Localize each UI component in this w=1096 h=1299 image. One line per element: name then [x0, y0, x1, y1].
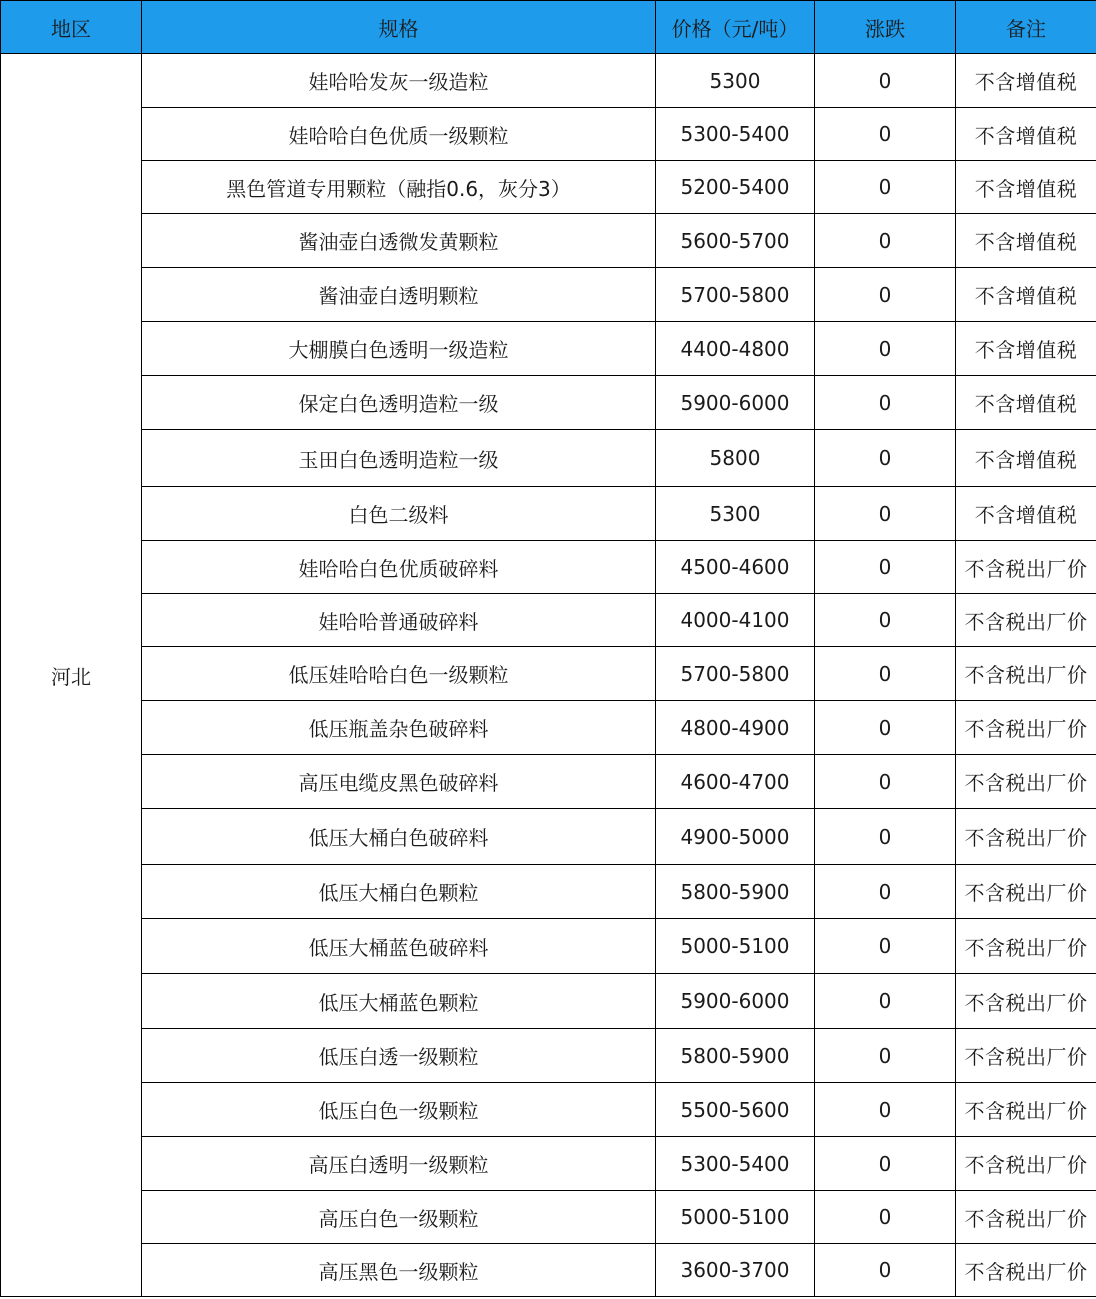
spec-cell: 低压瓶盖杂色破碎料: [142, 701, 656, 755]
change-cell: 0: [815, 322, 956, 376]
change-cell: 0: [815, 487, 956, 541]
note-cell: 不含增值税: [956, 161, 1096, 214]
table-row: [1, 214, 1096, 268]
table-row: [1, 108, 1096, 161]
price-cell: 5500-5600: [656, 1083, 815, 1137]
table-row: [1, 1191, 1096, 1244]
note-cell: 不含税出厂价: [956, 1191, 1096, 1244]
price-cell: 4500-4600: [656, 541, 815, 594]
note-cell: 不含税出厂价: [956, 647, 1096, 701]
table-row: [1, 541, 1096, 594]
note-cell: 不含税出厂价: [956, 701, 1096, 755]
header-spec: 规格: [142, 1, 656, 54]
spec-cell: 黑色管道专用颗粒（融指0.6，灰分3）: [142, 161, 656, 214]
note-cell: 不含增值税: [956, 54, 1096, 108]
note-cell: 不含税出厂价: [956, 1244, 1096, 1297]
table-row: [1, 809, 1096, 865]
change-cell: 0: [815, 755, 956, 809]
change-cell: 0: [815, 161, 956, 214]
note-cell: 不含税出厂价: [956, 594, 1096, 647]
price-cell: 3600-3700: [656, 1244, 815, 1297]
table-row: [1, 54, 1096, 108]
change-cell: 0: [815, 865, 956, 919]
price-cell: 5000-5100: [656, 1191, 815, 1244]
table-row: [1, 919, 1096, 974]
change-cell: 0: [815, 647, 956, 701]
spec-cell: 酱油壶白透明颗粒: [142, 268, 656, 322]
table-row: [1, 322, 1096, 376]
note-cell: 不含税出厂价: [956, 1137, 1096, 1191]
spec-cell: 高压黑色一级颗粒: [142, 1244, 656, 1297]
price-cell: 5300-5400: [656, 1137, 815, 1191]
table-row: [1, 1244, 1096, 1297]
spec-cell: 保定白色透明造粒一级: [142, 376, 656, 430]
table-row: [1, 701, 1096, 755]
table-row: [1, 865, 1096, 919]
change-cell: 0: [815, 1083, 956, 1137]
change-cell: 0: [815, 1137, 956, 1191]
note-cell: 不含税出厂价: [956, 865, 1096, 919]
change-cell: 0: [815, 54, 956, 108]
price-cell: 5900-6000: [656, 974, 815, 1029]
table-row: [1, 755, 1096, 809]
price-cell: 4600-4700: [656, 755, 815, 809]
price-cell: 5700-5800: [656, 268, 815, 322]
change-cell: 0: [815, 701, 956, 755]
price-cell: 4000-4100: [656, 594, 815, 647]
note-cell: 不含税出厂价: [956, 1029, 1096, 1083]
change-cell: 0: [815, 108, 956, 161]
table-row: [1, 268, 1096, 322]
note-cell: 不含增值税: [956, 322, 1096, 376]
table-row: [1, 594, 1096, 647]
spec-cell: 高压白透明一级颗粒: [142, 1137, 656, 1191]
price-cell: 5800: [656, 430, 815, 487]
change-cell: 0: [815, 376, 956, 430]
spec-cell: 低压娃哈哈白色一级颗粒: [142, 647, 656, 701]
table-row: [1, 376, 1096, 430]
table-row: [1, 1083, 1096, 1137]
change-cell: 0: [815, 1029, 956, 1083]
price-cell: 5900-6000: [656, 376, 815, 430]
spec-cell: 玉田白色透明造粒一级: [142, 430, 656, 487]
header-change: 涨跌: [815, 1, 956, 54]
table-row: [1, 161, 1096, 214]
spec-cell: 白色二级料: [142, 487, 656, 541]
price-cell: 5800-5900: [656, 865, 815, 919]
note-cell: 不含税出厂价: [956, 755, 1096, 809]
change-cell: 0: [815, 919, 956, 974]
table-row: [1, 1137, 1096, 1191]
price-cell: 4800-4900: [656, 701, 815, 755]
change-cell: 0: [815, 1244, 956, 1297]
note-cell: 不含税出厂价: [956, 974, 1096, 1029]
spec-cell: 低压大桶蓝色破碎料: [142, 919, 656, 974]
spec-cell: 低压白透一级颗粒: [142, 1029, 656, 1083]
spec-cell: 低压大桶蓝色颗粒: [142, 974, 656, 1029]
change-cell: 0: [815, 541, 956, 594]
note-cell: 不含增值税: [956, 268, 1096, 322]
table-row: [1, 487, 1096, 541]
spec-cell: 娃哈哈发灰一级造粒: [142, 54, 656, 108]
table-body: [1, 54, 1096, 1297]
region-cell: 河北: [1, 54, 142, 1297]
price-cell: 5800-5900: [656, 1029, 815, 1083]
table-row: [1, 430, 1096, 487]
price-cell: 5000-5100: [656, 919, 815, 974]
price-cell: 4400-4800: [656, 322, 815, 376]
price-cell: 5300-5400: [656, 108, 815, 161]
change-cell: 0: [815, 1191, 956, 1244]
price-cell: 5300: [656, 487, 815, 541]
table-row: [1, 974, 1096, 1029]
header-price: 价格（元/吨）: [656, 1, 815, 54]
spec-cell: 娃哈哈白色优质破碎料: [142, 541, 656, 594]
spec-cell: 低压白色一级颗粒: [142, 1083, 656, 1137]
note-cell: 不含增值税: [956, 214, 1096, 268]
spec-cell: 高压电缆皮黑色破碎料: [142, 755, 656, 809]
header-row: [1, 1, 1096, 54]
spec-cell: 低压大桶白色破碎料: [142, 809, 656, 865]
spec-cell: 娃哈哈普通破碎料: [142, 594, 656, 647]
note-cell: 不含税出厂价: [956, 541, 1096, 594]
change-cell: 0: [815, 974, 956, 1029]
change-cell: 0: [815, 214, 956, 268]
note-cell: 不含增值税: [956, 108, 1096, 161]
price-cell: 5700-5800: [656, 647, 815, 701]
spec-cell: 酱油壶白透微发黄颗粒: [142, 214, 656, 268]
price-cell: 5300: [656, 54, 815, 108]
change-cell: 0: [815, 809, 956, 865]
spec-cell: 低压大桶白色颗粒: [142, 865, 656, 919]
price-cell: 4900-5000: [656, 809, 815, 865]
change-cell: 0: [815, 594, 956, 647]
note-cell: 不含增值税: [956, 430, 1096, 487]
price-cell: 5200-5400: [656, 161, 815, 214]
note-cell: 不含增值税: [956, 376, 1096, 430]
note-cell: 不含增值税: [956, 487, 1096, 541]
note-cell: 不含税出厂价: [956, 1083, 1096, 1137]
header-note: 备注: [956, 1, 1096, 54]
change-cell: 0: [815, 430, 956, 487]
note-cell: 不含税出厂价: [956, 809, 1096, 865]
spec-cell: 娃哈哈白色优质一级颗粒: [142, 108, 656, 161]
spec-cell: 大棚膜白色透明一级造粒: [142, 322, 656, 376]
spec-cell: 高压白色一级颗粒: [142, 1191, 656, 1244]
header-region: 地区: [1, 1, 142, 54]
note-cell: 不含税出厂价: [956, 919, 1096, 974]
change-cell: 0: [815, 268, 956, 322]
table-row: [1, 1029, 1096, 1083]
table-row: [1, 647, 1096, 701]
price-cell: 5600-5700: [656, 214, 815, 268]
